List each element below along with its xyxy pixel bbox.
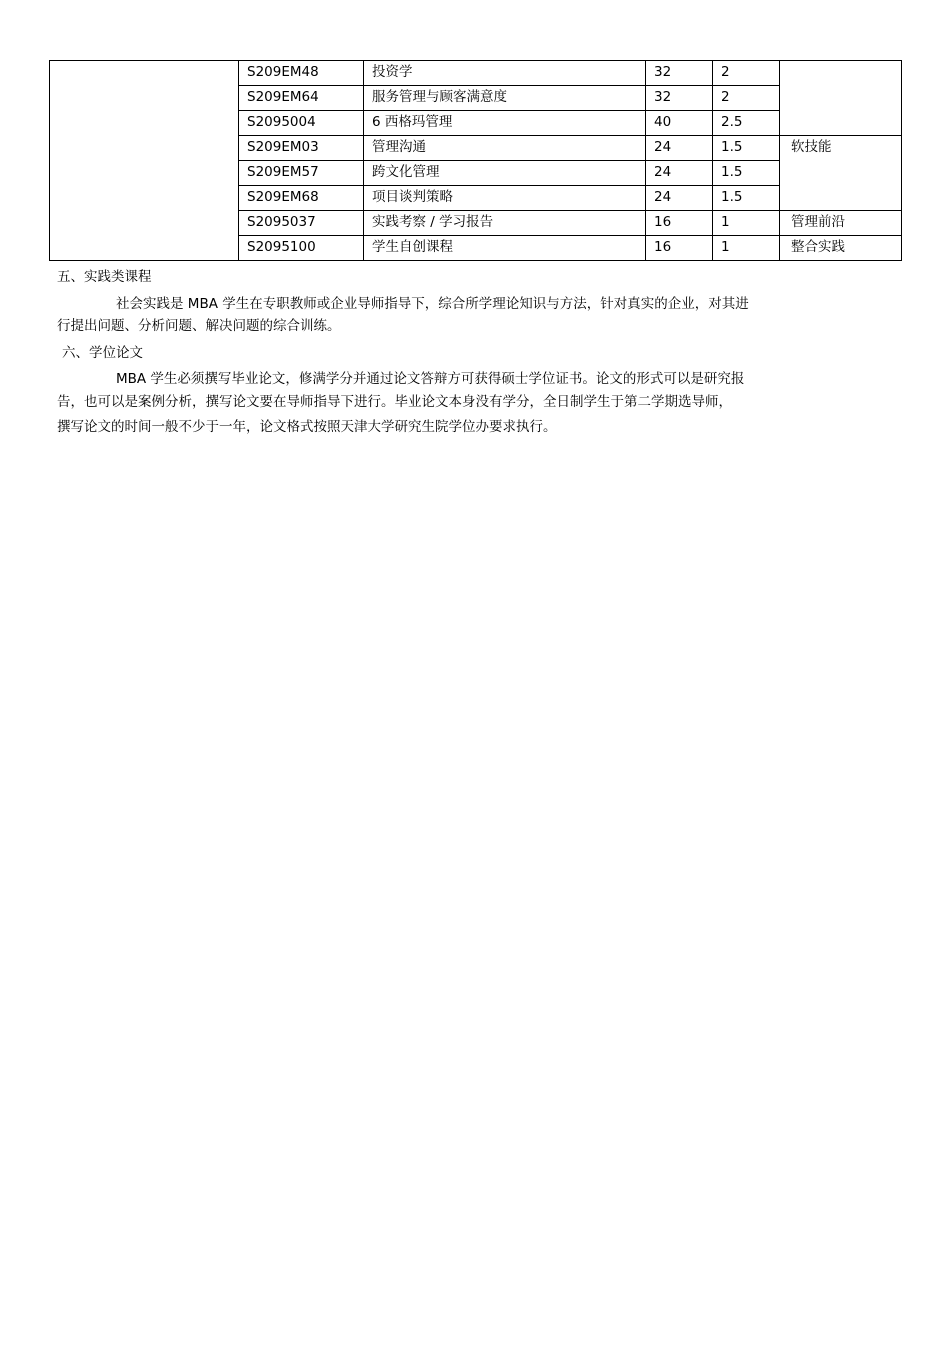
course-credits: 1.5: [713, 186, 780, 211]
course-hours: 24: [646, 136, 713, 161]
course-credits: 1: [713, 236, 780, 261]
section5-paragraph-line2: 行提出问题、分析问题、解决问题的综合训练。: [57, 318, 341, 334]
section6-paragraph-line1: MBA 学生必须撰写毕业论文，修满学分并通过论文答辩方可获得硕士学位证书。论文的形式可以是研究报: [116, 371, 745, 387]
section6-paragraph-line3: 撰写论文的时间一般不少于一年，论文格式按照天津大学研究生院学位办要求执行。: [57, 419, 557, 435]
category-integrated: 整合实践: [780, 236, 902, 261]
course-hours: 32: [646, 86, 713, 111]
course-hours: 32: [646, 61, 713, 86]
course-credits: 1.5: [713, 161, 780, 186]
course-code: S209EM57: [239, 161, 364, 186]
course-hours: 24: [646, 186, 713, 211]
course-credits: 2: [713, 86, 780, 111]
course-hours: 16: [646, 236, 713, 261]
course-credits: 2: [713, 61, 780, 86]
course-hours: 24: [646, 161, 713, 186]
course-code: S2095100: [239, 236, 364, 261]
table-row: [50, 61, 902, 86]
course-code: S209EM48: [239, 61, 364, 86]
blank-type-cell: [780, 61, 902, 136]
section6-paragraph-line2: 告，也可以是案例分析，撰写论文要在导师指导下进行。毕业论文本身没有学分，全日制学生于第二学期选导师，: [57, 394, 732, 410]
course-credits: 1.5: [713, 136, 780, 161]
course-hours: 16: [646, 211, 713, 236]
course-code: S2095004: [239, 111, 364, 136]
category-frontier: 管理前沿: [780, 211, 902, 236]
blank-category-cell: [50, 61, 239, 261]
course-name: 服务管理与顾客满意度: [364, 86, 646, 111]
course-name: 6 西格玛管理: [364, 111, 646, 136]
section5-heading: 五、实践类课程: [57, 269, 152, 285]
course-name: 投资学: [364, 61, 646, 86]
course-code: S209EM64: [239, 86, 364, 111]
course-credits: 2.5: [713, 111, 780, 136]
course-name: 项目谈判策略: [364, 186, 646, 211]
course-table: [49, 60, 902, 261]
course-name: 实践考察 / 学习报告: [364, 211, 646, 236]
section6-heading: 六、学位论文: [62, 345, 143, 361]
course-name: 管理沟通: [364, 136, 646, 161]
course-name: 跨文化管理: [364, 161, 646, 186]
course-credits: 1: [713, 211, 780, 236]
course-hours: 40: [646, 111, 713, 136]
course-code: S209EM68: [239, 186, 364, 211]
course-name: 学生自创课程: [364, 236, 646, 261]
course-code: S2095037: [239, 211, 364, 236]
course-code: S209EM03: [239, 136, 364, 161]
category-soft-skills: 软技能: [780, 136, 902, 211]
section5-paragraph-line1: 社会实践是 MBA 学生在专职教师或企业导师指导下，综合所学理论知识与方法，针对真实的企业，对其进: [116, 296, 749, 312]
